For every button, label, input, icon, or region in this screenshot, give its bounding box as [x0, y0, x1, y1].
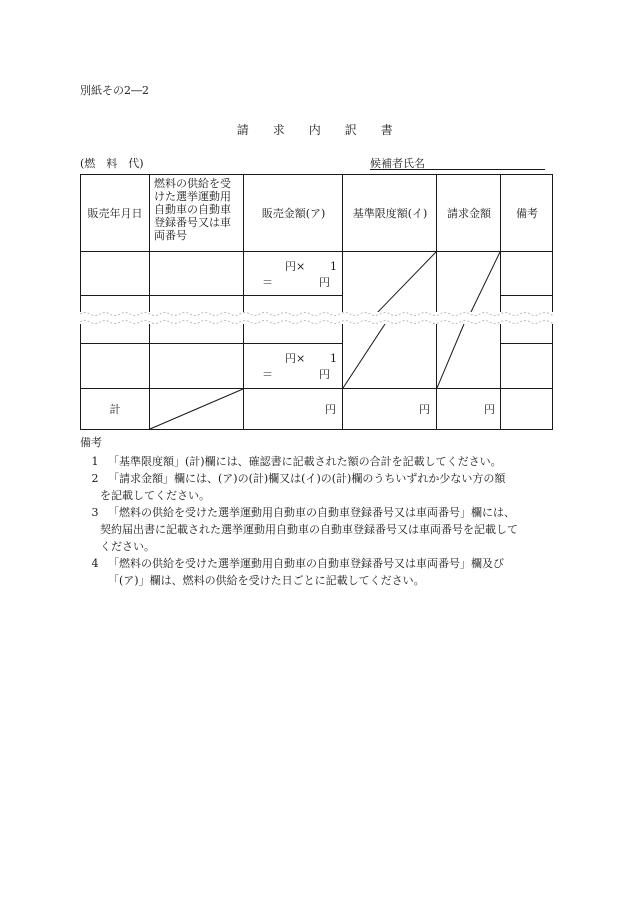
note-item: [80, 453, 550, 470]
header-vehicle-line: 燃料の供給を受: [154, 177, 231, 190]
notes-section: [80, 434, 550, 589]
header-claim-amount: 請求金額: [447, 206, 491, 220]
note-number: 4: [91, 557, 99, 570]
title-char: 書: [380, 123, 394, 137]
header-vehicle-line: 自動車の自動車: [154, 203, 231, 216]
note-line: を記載してください。: [100, 489, 210, 502]
row2-equals: ＝: [262, 368, 273, 381]
note-line: 「燃料の供給を受けた選挙運動用自動車の自動車登録番号又は車両番号」欄には、: [108, 506, 515, 519]
title-char: 求: [272, 123, 286, 137]
limit-diagonal-bottom: [343, 324, 385, 388]
total-label: 計: [109, 403, 121, 416]
row1-factor: 1: [330, 260, 337, 273]
document-label: 別紙その2―2: [80, 84, 149, 97]
note-number: 1: [91, 455, 99, 468]
total-sales-yen: 円: [325, 403, 336, 416]
total-limit-yen: 円: [419, 403, 430, 416]
limit-diagonal-top: [376, 252, 436, 314]
claim-diagonal-top: [470, 252, 500, 314]
note-line: 「燃料の供給を受けた選挙運動用自動車の自動車登録番号又は車両番号」欄及び: [108, 557, 504, 570]
document-title: [0, 121, 630, 138]
claim-breakdown-table: [80, 174, 553, 430]
note-line: 「請求金額」欄には、(ア)の(計)欄又は(イ)の(計)欄のうちいずれか少ない方の額: [108, 472, 506, 485]
title-char: 訳: [344, 123, 358, 137]
header-limit-amount: 基準限度額(イ): [352, 206, 428, 220]
note-line: 「基準限度額」(計)欄には、確認書に記載された額の合計を記載してください。: [108, 455, 502, 468]
candidate-name-label: 候補者氏名: [370, 157, 425, 170]
note-number: 2: [91, 472, 99, 485]
row2-factor: 1: [330, 352, 337, 365]
row2-yen: 円: [319, 368, 330, 381]
note-number: 3: [91, 506, 99, 519]
row2-yen-times: 円×: [285, 352, 306, 365]
row1-equals: ＝: [262, 276, 273, 289]
total-claim-yen: 円: [484, 403, 495, 416]
note-item: [80, 504, 550, 555]
row1-yen: 円: [319, 276, 330, 289]
note-line: 「(ア)」欄は、燃料の供給を受けた日ごとに記載してください。: [108, 574, 425, 587]
note-item: [80, 555, 550, 589]
title-char: 内: [308, 123, 322, 137]
title-char: 請: [236, 123, 250, 137]
header-vehicle-line: 両番号: [154, 229, 187, 242]
header-remarks: 備考: [516, 206, 538, 220]
header-sales-amount: 販売金額(ア): [261, 206, 326, 220]
notes-heading: 備考: [80, 436, 102, 449]
note-item: [80, 470, 550, 504]
claim-diagonal-bottom: [437, 324, 464, 388]
header-vehicle-line: 登録番号又は車: [154, 216, 231, 229]
header-sales-date: 販売年月日: [87, 206, 143, 220]
total-vehicle-diagonal: [150, 389, 243, 429]
fuel-subtitle: (燃 料 代): [80, 157, 144, 170]
note-line: 契約届出書に記載された選挙運動用自動車の自動車登録番号又は車両番号を記載して: [100, 523, 518, 536]
candidate-name-field[interactable]: [370, 155, 545, 170]
note-line: ください。: [100, 540, 155, 553]
row1-yen-times: 円×: [285, 260, 306, 273]
header-vehicle-line: けた選挙運動用: [154, 190, 231, 203]
header-vehicle-number: [154, 177, 242, 242]
